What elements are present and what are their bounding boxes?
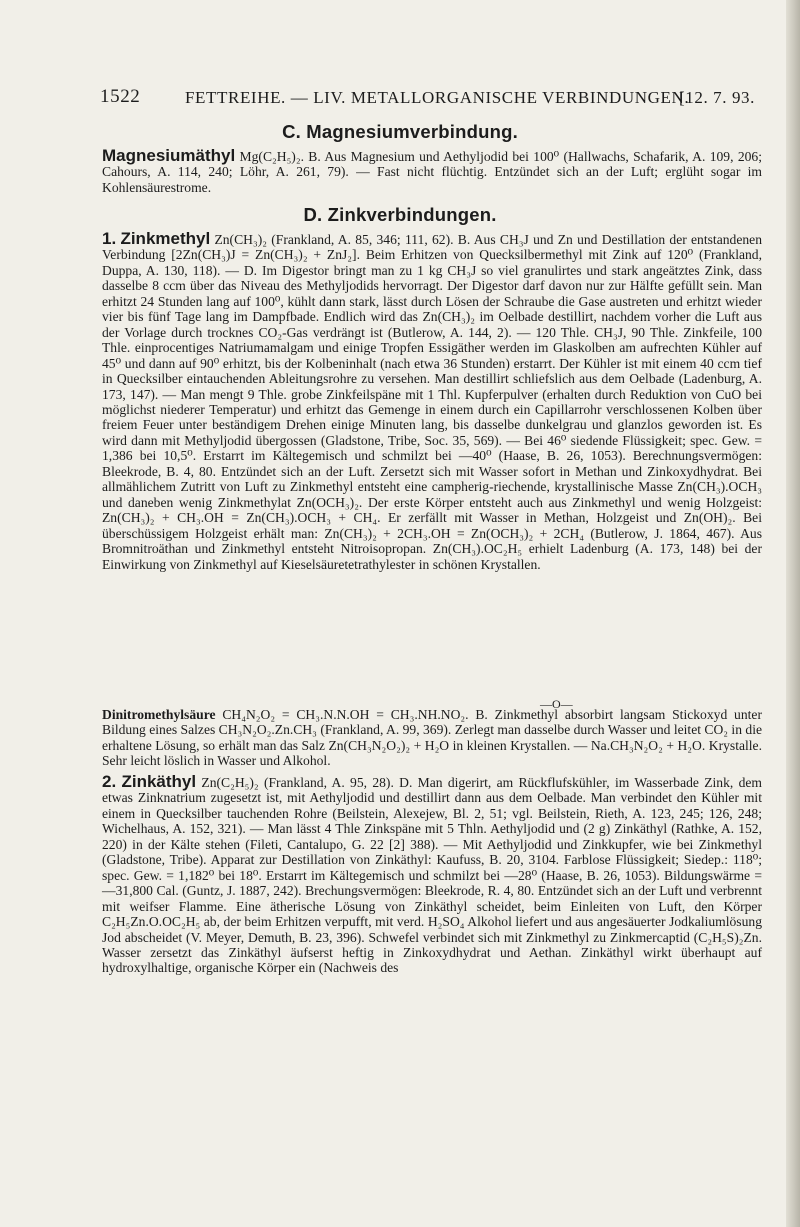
entry-lead: Magnesiumäthyl [102,146,236,165]
entry-text: CH₄N₂O₂ = CH₃.N.N.OH = CH₃.NH.NO₂. B. Zinkmethyl absorbirt langsam Stickoxyd unter Bildung eines Salzes CH₃N₂O₂.Zn.CH₃ (Frankland, A. 99, 369). Zerlegt man dasselbe durch Wasser und leitet CO₂ in die erhaltene Lösung, so erhält man das Salz Zn(CH₃N₂O₂)₂ + H₂O in kleinen Krystallen. — Na.CH₃N₂O₂ + H₂O. Krystalle. Sehr leicht löslich in Wasser und Alkohol. [102,707,763,769]
section-heading-magnesium: C. Magnesiumverbindung. [282,121,518,142]
section-heading-zinc: D. Zinkverbindungen. [303,204,497,225]
running-date: [12. 7. 93. [678,88,755,107]
entry-text: Mg(C₂H₅)₂. B. Aus Magnesium und Aethyljodid bei 100⁰ (Hallwachs, Schafarik, A. 109, 206; Cahours, A. 114, 240; Löhr, A. 261, 79). — Fast nicht flüchtig. Entzündet sich an der Luft; erglüht sogar im Kohlensäurestrome. [102,149,762,195]
entry-lead: Zinkäthyl [121,772,197,791]
structure-bridge: —O— [540,697,573,711]
entry-zinkaethyl [102,774,762,976]
entry-number: 1. [102,229,117,248]
entry-lead: Dinitromethylsäure [102,707,216,722]
entry-magnesiumaethyl [102,148,762,195]
entry-lead: Zinkmethyl [120,229,211,248]
entry-zinkmethyl [102,231,762,572]
page-number: 1522 [100,86,141,107]
entry-text: Zn(CH₃)₂ (Frankland, A. 85, 346; 111, 62). B. Aus CH₃J und Zn und Destillation der entstandenen Verbindung [2Zn(CH₃)J = Zn(CH₃)₂ + ZnJ₂]. Beim Erhitzen von Quecksilbermethyl mit Zink auf 120⁰ (Frankland, Duppa, A. 130, 118). — D. Im Digestor bringt man zu 1 kg CH₃J so viel granulirtes und stark angeätztes Zink, dass dasselbe 8 ccm über das Niveau des Methyljodids hervorragt. Der Digestor darf davon nur zur Hälfte gefüllt sein. Man erhitzt 24 Stunden lang auf 100⁰, kühlt dann stark, lässt durch Lösen der Schraube die Gase austreten und erhitzt wieder vier bis fünf Tage lang im Dampfbade. Endlich wird das Zn(CH₃)₂ im Oelbade destillirt, nachdem vorher die Luft aus der Vorlage durch trocknes CO₂-Gas verdrängt ist (Butlerow, A. 144, 2). — 120 Thle. CH₃J, 90 Thle. Zinkfeile, 100 Thle. einprocentiges Natriumamalgam und einige Tropfen Essigäther werden im Glaskolben am aufrechten Kühler auf 45⁰ und dann auf 90⁰ erhitzt, bis der Kolbeninhalt (nach etwa 36 Stunden) erstarrt. Der Kühler ist mit einem 40 ccm tief in Quecksilber eintauchenden Ableitungsrohre zu versehen. Man destillirt schliefslich aus dem Oelbade (Ladenburg, A. 173, 147). — Man mengt 9 Thle. grobe Zinkfeilspäne mit 1 Thl. Kupferpulver (erhalten durch Reduktion von CuO bei möglichst niederer Temperatur) und erhitzt das Gemenge in einem durch ein Capillarrohr verschlossenen Kolben über freiem Feuer unter beständigem Drehen einige Minuten lang, bis dasselbe dunkelgrau und glanzlos geworden ist. Es wird dann mit Methyljodid übergossen (Gladstone, Tribe, Soc. 35, 569). — Bei 46⁰ siedende Flüssigkeit; spec. Gew. = 1,386 bei 10,5⁰. Erstarrt im Kältegemisch und schmilzt bei —40⁰ (Haase, B. 26, 1053). Berechnungsvermögen: Bleekrode, B. 4, 80. Entzündet sich an der Luft. Zersetzt sich mit Wasser sofort in Methan und Zinkoxydhydrat. Bei allmählichem Zutritt von Luft zu Zinkmethyl entsteht eine campherig-riechende, krystallinische Masse Zn(CH₃).OCH₃ und daneben wenig Zinkmethylat Zn(OCH₃)₂. Der erste Körper entsteht auch aus Zinkmethyl und wenig Holzgeist: Zn(CH₃)₂ + CH₃.OH = Zn(CH₃).OCH₃ + CH₄. Er zerfällt mit Wasser in Methan, Holzgeist und Zn(OH)₂. Bei überschüssigem Holzgeist erhält man: Zn(CH₃)₂ + 2CH₃.OH = Zn(OCH₃)₂ + 2CH₄ (Butlerow, J. 1864, 467). Aus Bromnitroäthan und Zinkmethyl entsteht Nitroisopropan. Zn(CH₃).OC₂H₅ erhielt Ladenburg (A. 173, 148) bei der Einwirkung von Zinkmethyl auf Kieselsäuretetrathylester in schönen Krystallen. [102,232,762,572]
page-edge-shadow [786,0,800,1227]
entry-text: Zn(C₂H₅)₂ (Frankland, A. 95, 28). D. Man digerirt, am Rückflufskühler, im Wasserbade Zink, dem etwas Zinknatrium zugesetzt ist, mit Aethyljodid und destillirt dann aus dem Oelbade. Man verbindet den Kühler mit einem in Quecksilber tauchenden Rohre (Beilstein, Alexejew, Bl. 2, 51; vgl. Beilstein, Rieth, A. 123, 245; 126, 248; Wichelhaus, A. 152, 321). — Man lässt 4 Thle Zinkspäne mit 5 Thln. Aethyljodid und (2 g) Zinkäthyl (Rathke, A. 152, 220) in der Kälte stehen (Fileti, Cantalupo, G. 22 [2] 388). — Mit Aethyljodid und Zinkkupfer, wie bei Zinkmethyl (Gladstone, Tribe). Apparat zur Destillation von Zinkäthyl: Kaufuss, B. 20, 3104. Farblose Flüssigkeit; Siedep.: 118⁰; spec. Gew. = 1,182⁰ bei 18⁰. Erstarrt im Kältegemisch und schmilzt bei —28⁰ (Haase, B. 26, 1053). Bildungswärme = —31,800 Cal. (Guntz, J. 1887, 242). Brechungsvermögen: Bleekrode, R. 4, 80. Entzündet sich an der Luft und verbrennt mit weifser Flamme. Eine ätherische Lösung von Zinkäthyl scheidet, beim Einleiten von Luft, den Körper C₂H₅Zn.O.OC₂H₅ ab, der beim Erhitzen verpufft, mit verd. H₂SO₄ Alkohol liefert und aus angesäuerter Jodkaliumlösung Jod abscheidet (V. Meyer, Demuth, B. 23, 396). Schwefel verbindet sich mit Zinkmethyl zu Zinkmercaptid (C₂H₅S)₂Zn. Wasser zersetzt das Zinkäthyl äufserst heftig in Zinkoxydhydrat und Aethan. Zinkäthyl wirkt überhaupt auf hydroxylhaltige, organische Körper ein (Nachweis des [102,775,762,976]
entry-number: 2. [102,772,117,791]
running-head [100,86,755,110]
entry-dinitromethylsaeure [102,707,762,769]
running-title: FETTREIHE. — LIV. METALLORGANISCHE VERBINDUNGEN. [185,88,690,107]
